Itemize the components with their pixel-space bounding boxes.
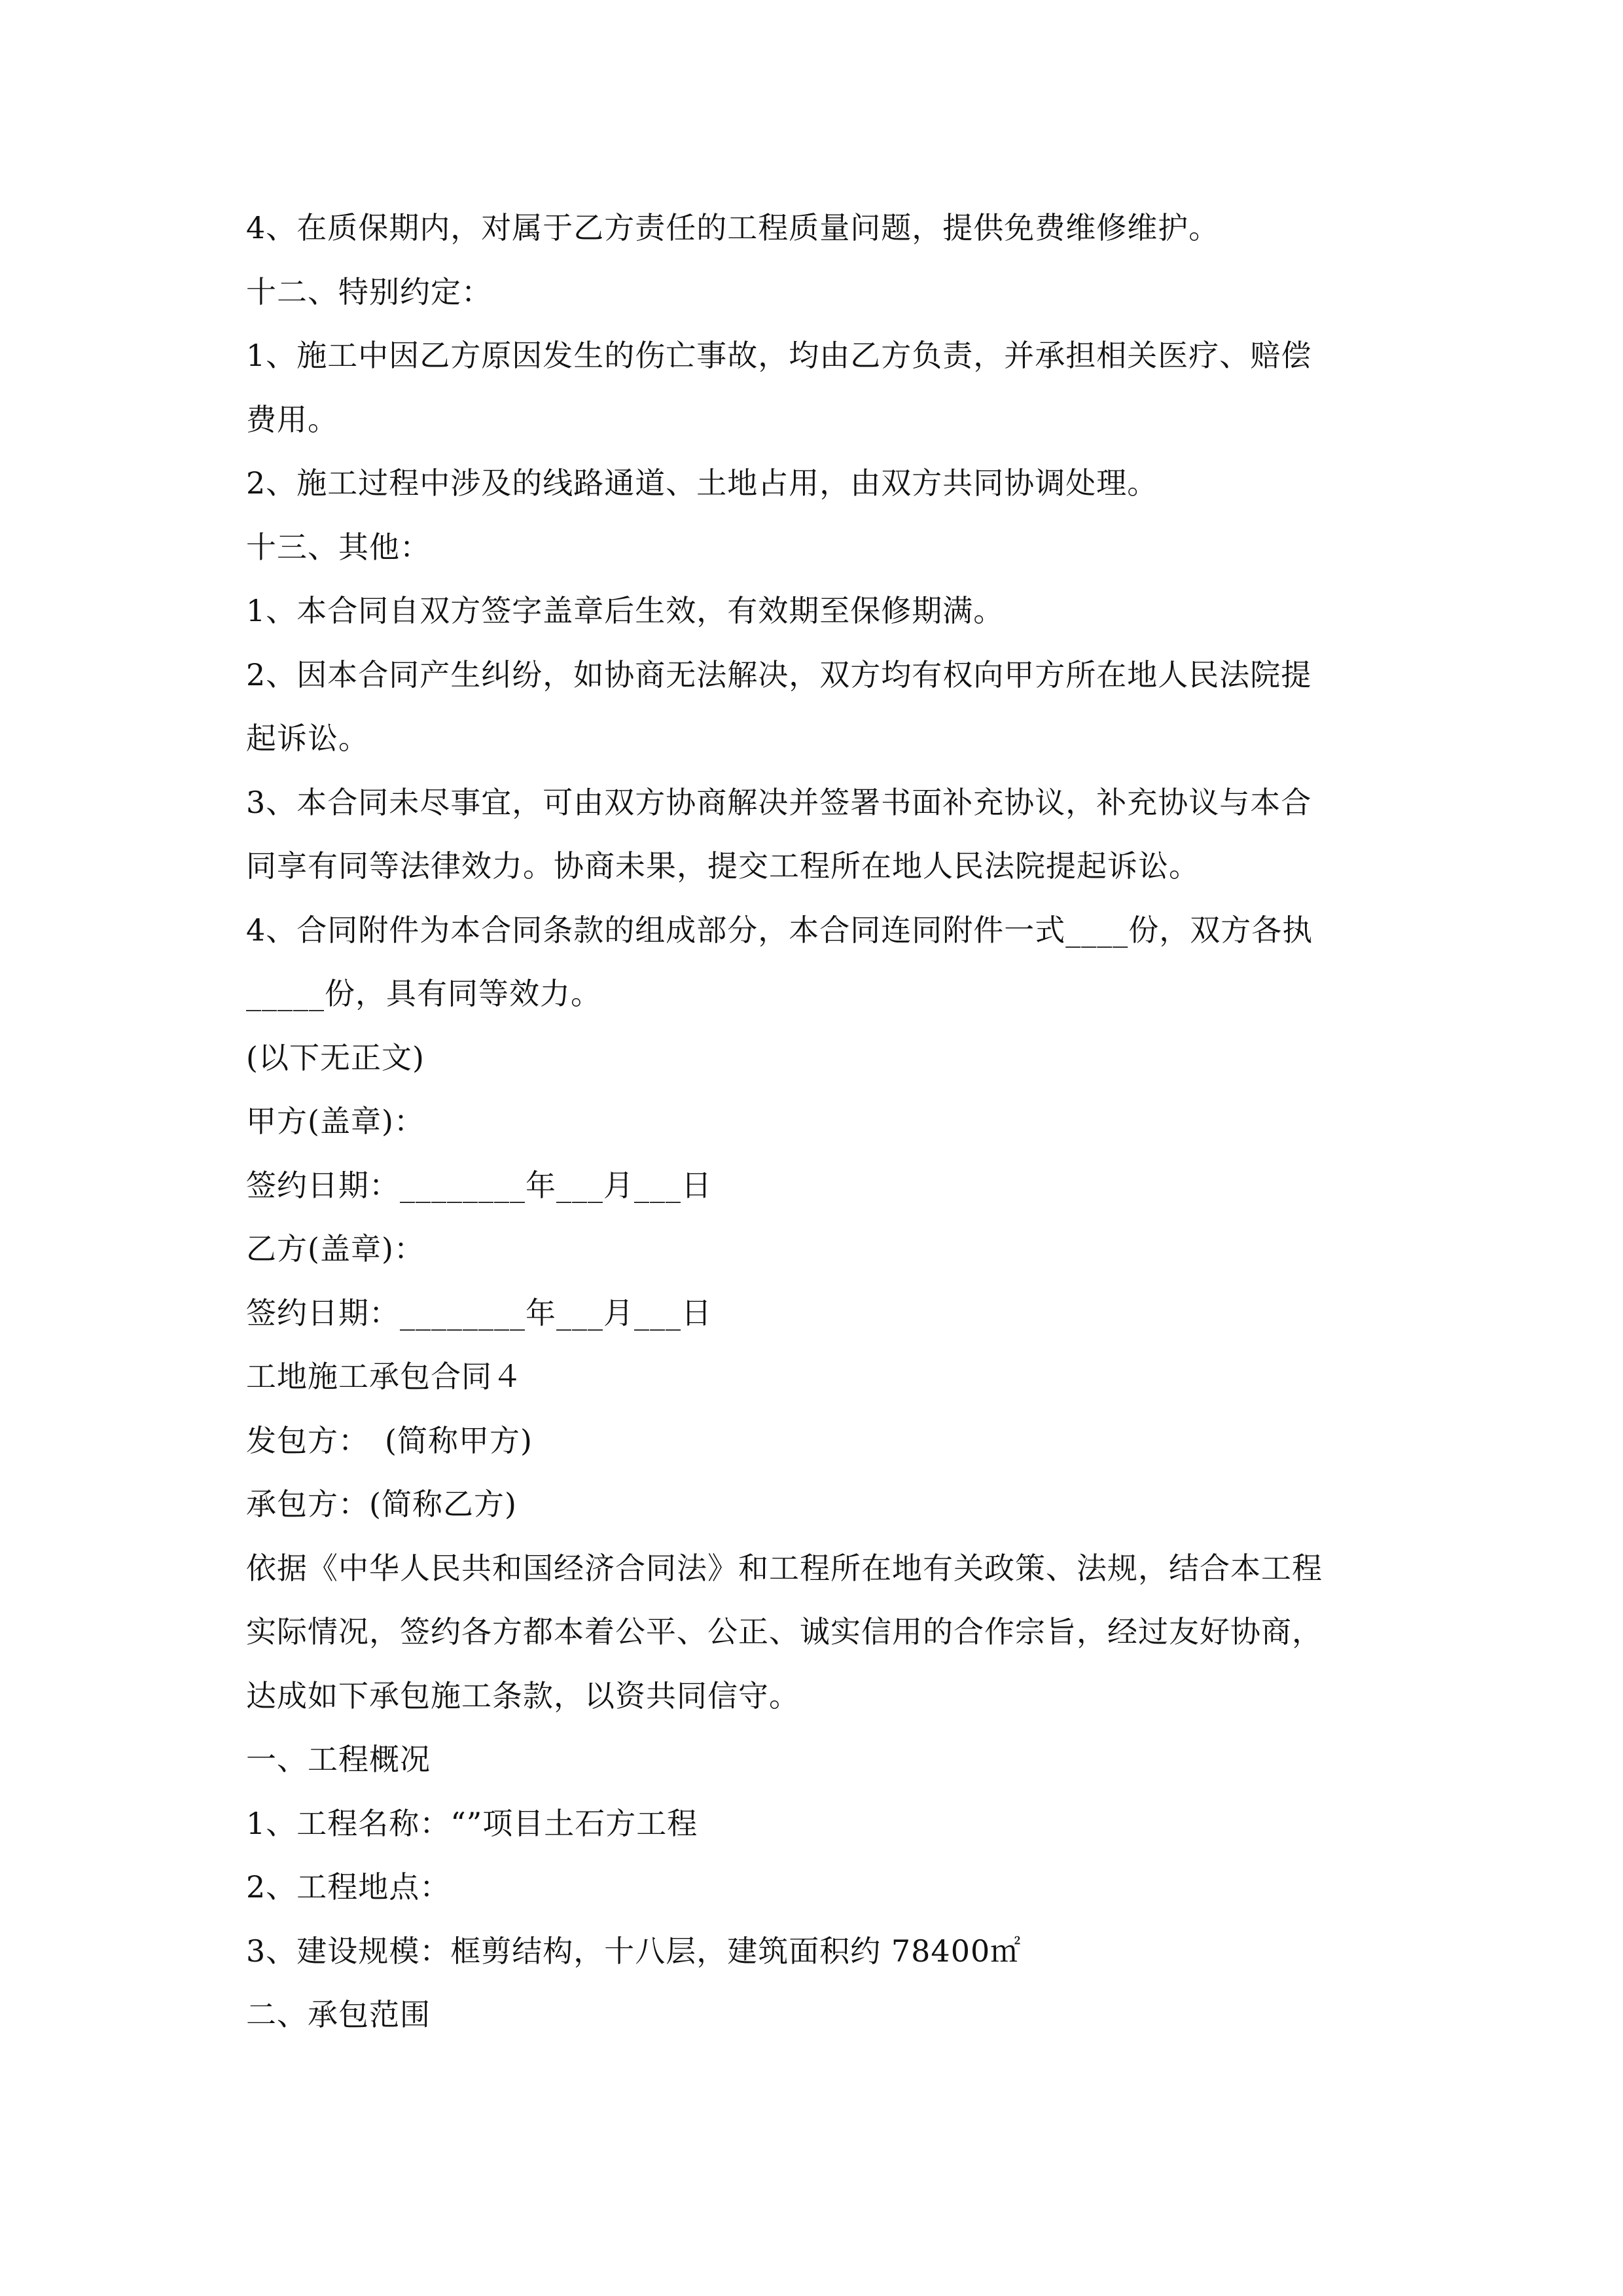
section-heading: 一、工程概况 xyxy=(246,1742,431,1777)
text-line: 4、合同附件为本合同条款的组成部分，本合同连同附件一式____份，双方各执 xyxy=(246,912,1313,948)
text-line: 起诉讼。 xyxy=(246,721,369,756)
party-b-seal-label: 乙方(盖章)： xyxy=(246,1231,425,1266)
text-line: 同享有同等法律效力。协商未果，提交工程所在地人民法院提起诉讼。 xyxy=(246,848,1200,884)
contractor-line: 承包方：(简称乙方) xyxy=(246,1486,517,1522)
text-line: 达成如下承包施工条款，以资共同信守。 xyxy=(246,1677,800,1713)
party-a-sign-date: 签约日期：________年___月___日 xyxy=(246,1167,712,1203)
section-heading: 二、承包范围 xyxy=(246,1997,431,2032)
text-line: _____份，具有同等效力。 xyxy=(246,976,601,1011)
party-b-sign-date: 签约日期：________年___月___日 xyxy=(246,1295,712,1331)
text-line: 3、本合同未尽事宜，可由双方协商解决并签署书面补充协议，补充协议与本合 xyxy=(246,784,1312,820)
section-heading: 十三、其他： xyxy=(246,529,431,565)
text-line: 1、本合同自双方签字盖章后生效，有效期至保修期满。 xyxy=(246,593,1005,628)
text-line: 1、工程名称：“”项目土石方工程 xyxy=(246,1805,698,1841)
text-line: 费用。 xyxy=(246,401,338,437)
section-heading: 十二、特别约定： xyxy=(246,274,492,310)
text-line: 4、在质保期内，对属于乙方责任的工程质量问题，提供免费维修维护。 xyxy=(246,210,1220,245)
text-line: 3、建设规模：框剪结构，十八层，建筑面积约 78400㎡ xyxy=(246,1933,1022,1969)
text-line: 依据《中华人民共和国经济合同法》和工程所在地有关政策、法规，结合本工程 xyxy=(246,1550,1323,1586)
employer-line: 发包方： (简称甲方) xyxy=(246,1422,533,1458)
document-body xyxy=(246,196,1398,2047)
party-a-seal-label: 甲方(盖章)： xyxy=(246,1103,425,1139)
text-line: 实际情况，签约各方都本着公平、公正、诚实信用的合作宗旨，经过友好协商， xyxy=(246,1614,1323,1649)
text-line: (以下无正文) xyxy=(246,1039,425,1075)
text-line: 2、施工过程中涉及的线路通道、土地占用，由双方共同协调处理。 xyxy=(246,465,1158,501)
text-line: 1、施工中因乙方原因发生的伤亡事故，均由乙方负责，并承担相关医疗、赔偿 xyxy=(246,338,1312,373)
contract-title: 工地施工承包合同４ xyxy=(246,1359,523,1394)
text-line: 2、工程地点： xyxy=(246,1869,451,1905)
text-line: 2、因本合同产生纠纷，如协商无法解决，双方均有权向甲方所在地人民法院提 xyxy=(246,656,1312,692)
